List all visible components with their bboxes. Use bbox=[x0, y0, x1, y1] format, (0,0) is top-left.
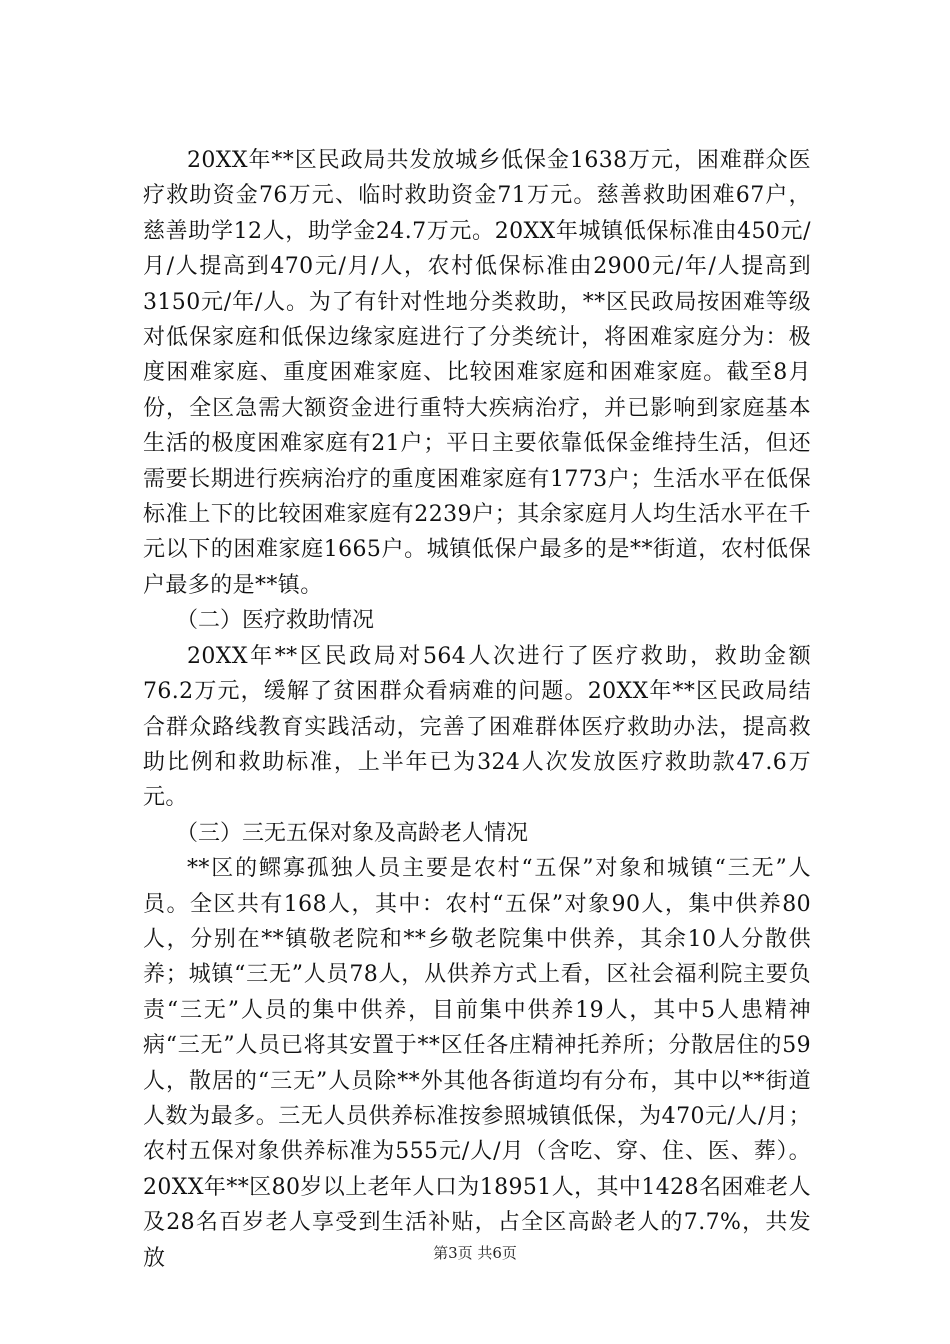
section-heading-medical-assistance: （二）医疗救助情况 bbox=[176, 608, 375, 634]
document-body bbox=[143, 143, 811, 1276]
paragraph-medical-assistance: 20XX年**区民政局对564人次进行了医疗救助，救助金额76.2万元，缓解了贫困群众看病难的问题。20XX年**区民政局结合群众路线教育实践活动，完善了困难群体医疗救助办法，提高救助比例和救助标准，上半年已为324人次发放医疗救助款47.6万元。 bbox=[143, 643, 811, 811]
page-number-footer: 第3页 共6页 bbox=[433, 1244, 517, 1262]
section-heading-elderly-support: （三）三无五保对象及高龄老人情况 bbox=[176, 820, 529, 846]
paragraph-low-income-assistance: 20XX年**区民政局共发放城乡低保金1638万元，困难群众医疗救助资金76万元、临时救助资金71万元。慈善救助困难67户，慈善助学12人，助学金24.7万元。20XX年城镇低保标准由450元/月/人提高到470元/月/人，农村低保标准由2900元/年/人提高到3150元/年/人。为了有针对性地分类救助，**区民政局按困难等级对低保家庭和低保边缘家庭进行了分类统计，将困难家庭分为：极度困难家庭、重度困难家庭、比较困难家庭和困难家庭。截至8月份，全区急需大额资金进行重特大疾病治疗，并已影响到家庭基本生活的极度困难家庭有21户；平日主要依靠低保金维持生活，但还需要长期进行疾病治疗的重度困难家庭有1773户；生活水平在低保标准上下的比较困难家庭有2239户；其余家庭月人均生活水平在千元以下的困难家庭1665户。城镇低保户最多的是**街道，农村低保户最多的是**镇。 bbox=[143, 148, 811, 598]
paragraph-elderly-support: **区的鳏寡孤独人员主要是农村“五保”对象和城镇“三无”人员。全区共有168人，其中：农村“五保”对象90人，集中供养80人，分别在**镇敬老院和**乡敬老院集中供养，其余10人分散供养；城镇“三无”人员78人，从供养方式上看，区社会福利院主要负责“三无”人员的集中供养，目前集中供养19人，其中5人患精神病“三无”人员已将其安置于**区任各庄精神托养所；分散居住的59人，散居的“三无”人员除**外其他各街道均有分布，其中以**街道人数为最多。三无人员供养标准按参照城镇低保，为470元/人/月；农村五保对象供养标准为555元/人/月（含吃、穿、住、医、葬）。20XX年**区80岁以上老年人口为18951人，其中1428名困难老人及28名百岁老人享受到生活补贴，占全区高龄老人的7.7%，共发放 bbox=[143, 856, 811, 1271]
